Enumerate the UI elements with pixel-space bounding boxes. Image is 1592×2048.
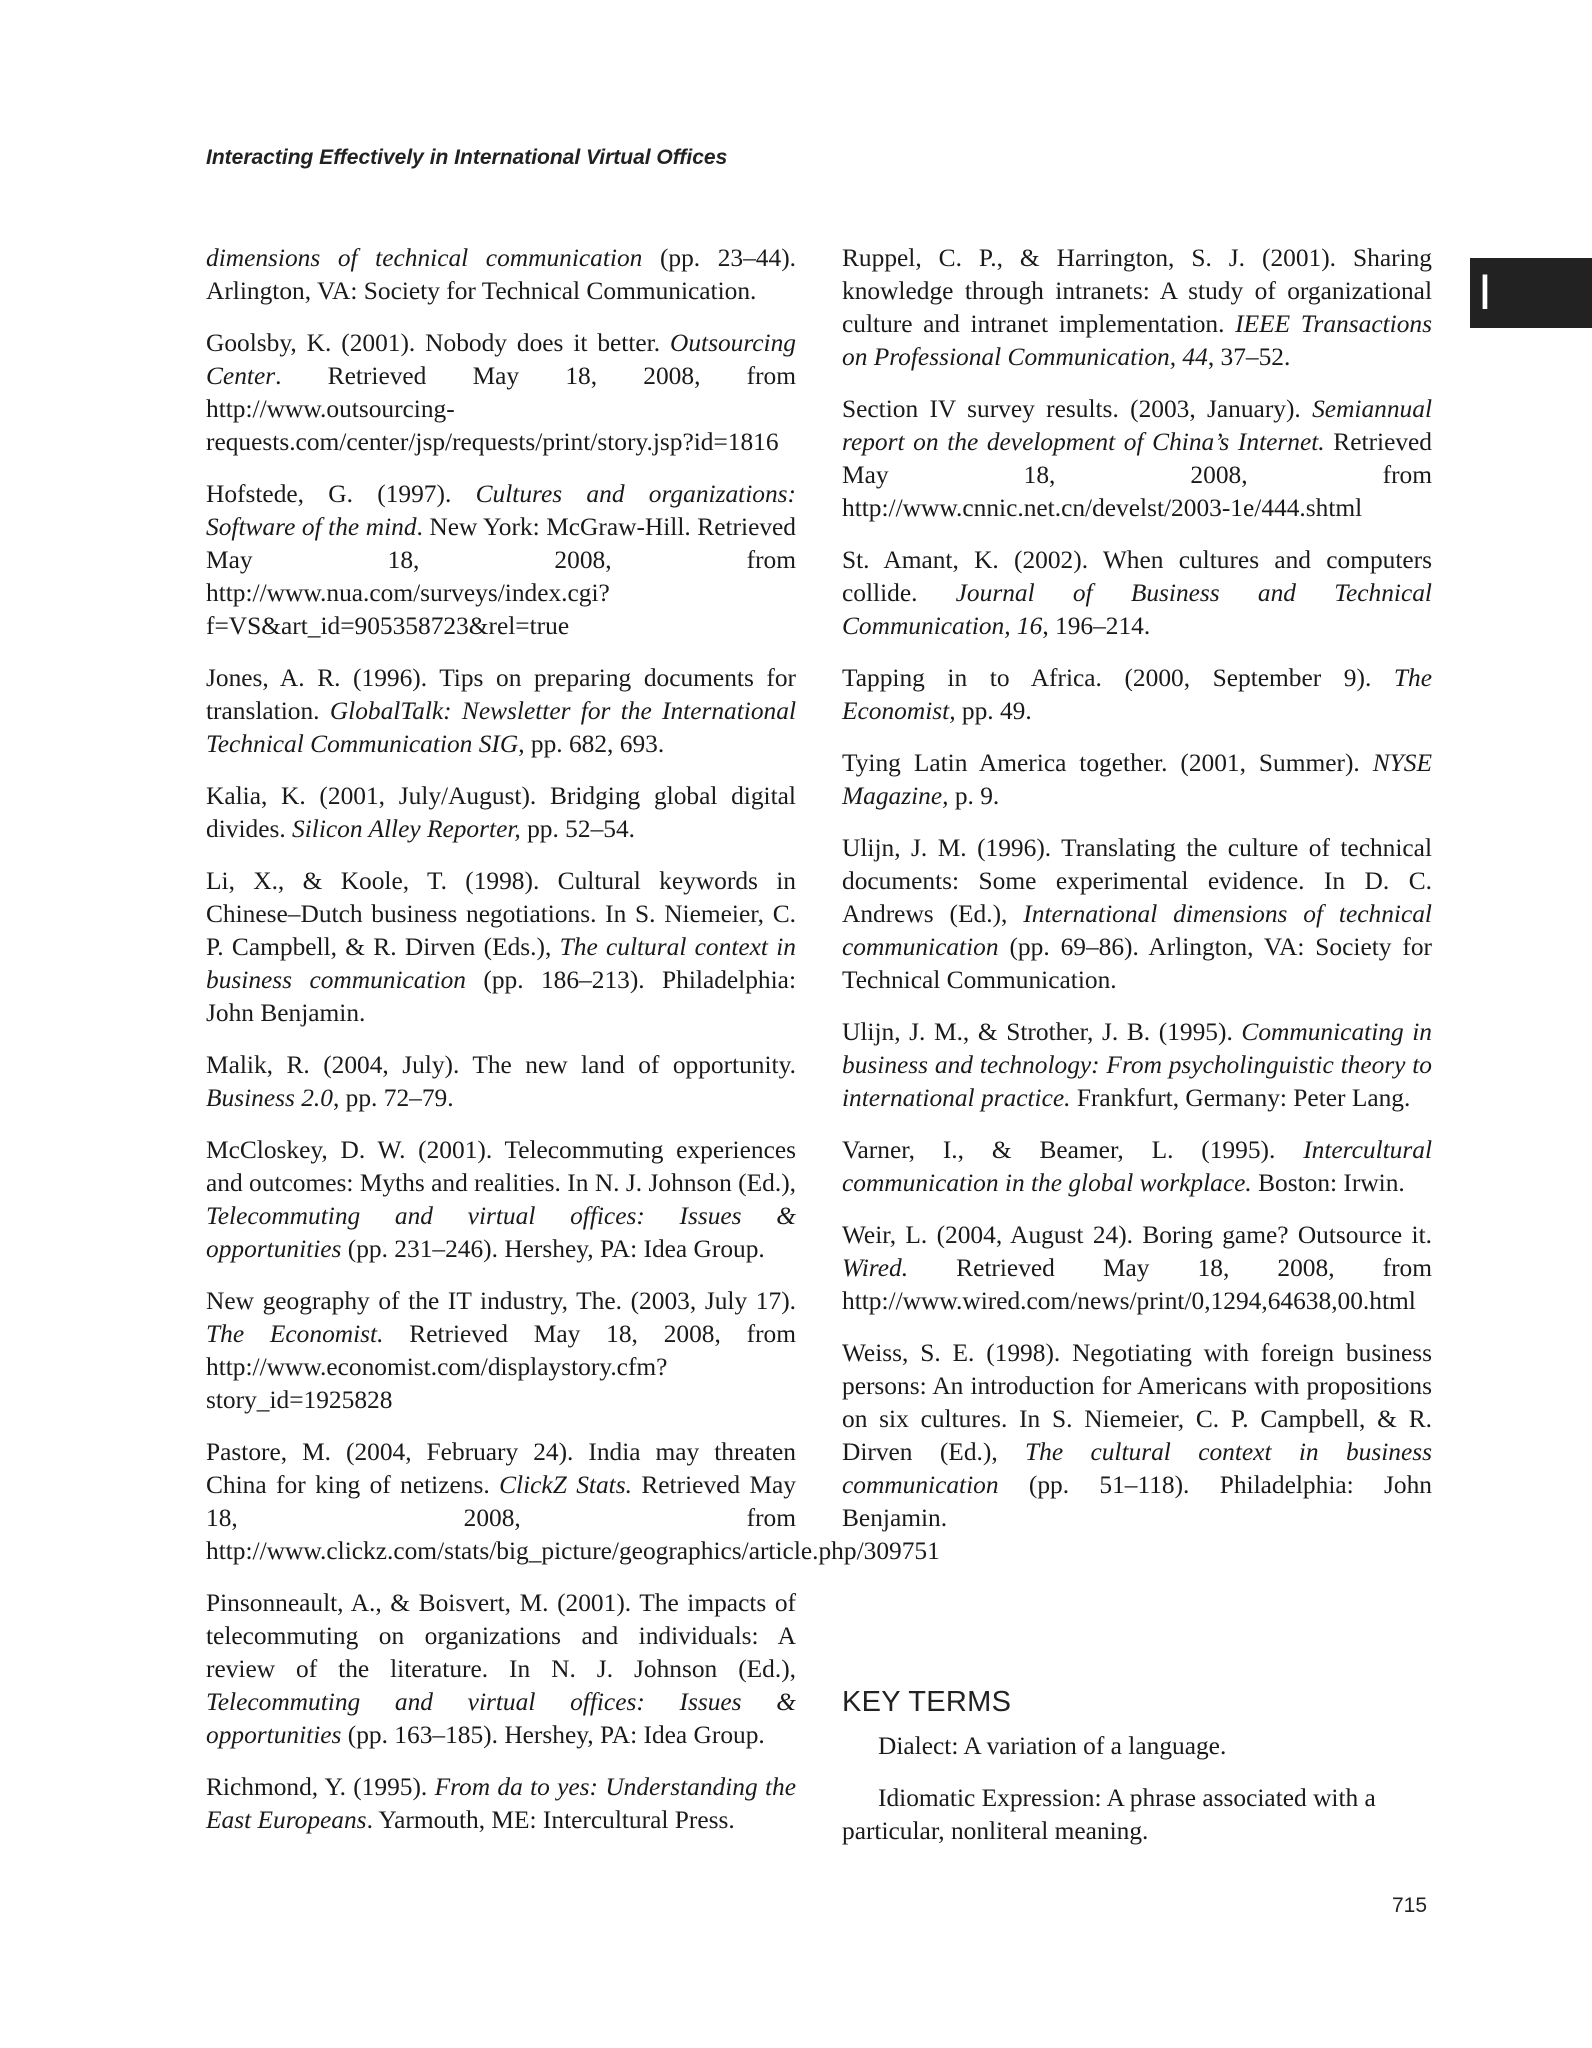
reference-entry: [842, 393, 1432, 525]
reference-text: Ulijn, J. M., & Strother, J. B. (1995).: [842, 1018, 1242, 1046]
reference-text: Retrieved May 18, 2008, from http://www.cnnic.net.cn/develst/2003-1e/444.shtml: [842, 428, 1433, 522]
reference-title: Intercultural communication in the global workplace.: [842, 1136, 1432, 1197]
reference-text: . Retrieved May 18, 2008, from http://www.outsourcing-requests.com/center/jsp/requests/print/story.jsp?id=1816: [206, 362, 796, 456]
section-tab-letter: I: [1478, 264, 1492, 320]
reference-text: , 196–214.: [1042, 612, 1151, 640]
page-number: 715: [1392, 1894, 1428, 1917]
reference-title: IEEE Transactions on Professional Communication, 44: [842, 310, 1432, 371]
key-terms-heading: KEY TERMS: [842, 1686, 1012, 1719]
reference-title: Wired.: [842, 1254, 909, 1282]
reference-title: Outsourcing Center: [206, 329, 796, 390]
reference-entry: [206, 1771, 796, 1837]
reference-entry: [206, 1587, 796, 1752]
reference-entry: [206, 242, 796, 308]
reference-text: (pp. 163–185). Hershey, PA: Idea Group.: [341, 1721, 765, 1749]
reference-title: ClickZ Stats.: [499, 1471, 632, 1499]
reference-text: (pp. 23–44). Arlington, VA: Society for Technical Communication.: [206, 244, 796, 305]
reference-title: From da to yes: Understanding the East Europeans: [206, 1773, 796, 1834]
reference-title: The cultural context in business communication: [206, 933, 796, 994]
reference-title: NYSE Magazine,: [842, 749, 1432, 810]
key-term-definition: : A variation of a language.: [951, 1732, 1227, 1760]
key-term-entry: [842, 1782, 1436, 1848]
reference-title: Journal of Business and Technical Communication, 16: [842, 579, 1432, 640]
reference-title: dimensions of technical communication: [206, 244, 643, 272]
reference-text: (pp. 51–118). Philadelphia: John Benjamin.: [842, 1471, 1432, 1532]
reference-entry: [842, 1016, 1432, 1115]
reference-text: Malik, R. (2004, July). The new land of opportunity.: [206, 1051, 796, 1079]
key-terms-list: [842, 1730, 1436, 1867]
reference-text: Section IV survey results. (2003, January).: [842, 395, 1313, 423]
key-term-definition: : A phrase associated with a particular, nonliteral meaning.: [842, 1784, 1376, 1845]
reference-entry: [206, 478, 796, 643]
reference-text: Pinsonneault, A., & Boisvert, M. (2001). The impacts of telecommuting on organizations and individuals: A review of the literature. In N. J. Johnson (Ed.),: [206, 1589, 796, 1683]
reference-text: . New York: McGraw-Hill. Retrieved May 18, 2008, from http://www.nua.com/surveys/index.cgi?f=VS&art_id=905358723&rel=true: [206, 513, 796, 640]
reference-entry: [842, 832, 1432, 997]
reference-entry: [842, 1134, 1432, 1200]
section-thumb-tab: [1470, 258, 1592, 328]
reference-title: Communicating in business and technology: From psycholinguistic theory to international practice.: [842, 1018, 1433, 1112]
reference-text: , 37–52.: [1207, 343, 1291, 371]
reference-title: Business 2.0: [206, 1084, 333, 1112]
reference-text: Weir, L. (2004, August 24). Boring game? Outsource it.: [842, 1221, 1432, 1249]
reference-text: pp. 49.: [955, 697, 1032, 725]
reference-text: (pp. 186–213). Philadelphia: John Benjamin.: [206, 966, 797, 1027]
reference-entry: [842, 1337, 1432, 1535]
reference-title: International dimensions of technical communication: [842, 900, 1432, 961]
reference-text: pp. 52–54.: [520, 815, 636, 843]
reference-entry: [206, 1436, 940, 1568]
reference-text: Richmond, Y. (1995).: [206, 1773, 435, 1801]
reference-entry: [842, 242, 1432, 374]
reference-entry: [206, 1134, 796, 1266]
reference-entry: [206, 327, 796, 459]
reference-text: Kalia, K. (2001, July/August). Bridging global digital divides.: [206, 782, 796, 843]
reference-title: GlobalTalk: Newsletter for the International Technical Communication SIG: [206, 697, 796, 758]
reference-entry: [206, 865, 796, 1030]
reference-text: St. Amant, K. (2002). When cultures and computers collide.: [842, 546, 1432, 607]
reference-text: New geography of the IT industry, The. (2003, July 17).: [206, 1287, 796, 1315]
reference-text: Boston: Irwin.: [1251, 1169, 1405, 1197]
reference-text: Tapping in to Africa. (2000, September 9).: [842, 664, 1394, 692]
reference-text: Goolsby, K. (2001). Nobody does it better.: [206, 329, 670, 357]
reference-text: McCloskey, D. W. (2001). Telecommuting experiences and outcomes: Myths and realities. In N. J. Johnson (Ed.),: [206, 1136, 796, 1197]
reference-title: The Economist.: [206, 1320, 384, 1348]
reference-text: Jones, A. R. (1996). Tips on preparing documents for translation.: [206, 664, 796, 725]
key-term-name: Idiomatic Expression: [878, 1784, 1095, 1812]
reference-text: p. 9.: [948, 782, 1000, 810]
reference-text: Ruppel, C. P., & Harrington, S. J. (2001). Sharing knowledge through intranets: A study of organizational culture and intranet implementation.: [842, 244, 1432, 338]
reference-text: , pp. 682, 693.: [518, 730, 665, 758]
reference-entry: [842, 662, 1432, 728]
reference-title: Telecommuting and virtual offices: Issues & opportunities: [206, 1688, 796, 1749]
reference-entry: [206, 780, 796, 846]
reference-text: Retrieved May 18, 2008, from http://www.economist.com/displaystory.cfm?story_id=1925828: [206, 1320, 796, 1414]
reference-text: Retrieved May 18, 2008, from http://www.clickz.com/stats/big_picture/geographics/article.php/309751: [206, 1471, 940, 1565]
reference-text: (pp. 69–86). Arlington, VA: Society for Technical Communication.: [842, 933, 1432, 994]
reference-text: Pastore, M. (2004, February 24). India may threaten China for king of netizens.: [206, 1438, 796, 1499]
reference-text: Ulijn, J. M. (1996). Translating the culture of technical documents: Some experimental evidence. In D. C. Andrews (Ed.),: [842, 834, 1432, 928]
key-term-entry: [842, 1730, 1436, 1763]
reference-entry: [842, 747, 1432, 813]
reference-entry: [842, 544, 1432, 643]
reference-text: . Yarmouth, ME: Intercultural Press.: [366, 1806, 735, 1834]
reference-text: Tying Latin America together. (2001, Summer).: [842, 749, 1373, 777]
reference-text: (pp. 231–246). Hershey, PA: Idea Group.: [341, 1235, 765, 1263]
reference-text: Hofstede, G. (1997).: [206, 480, 476, 508]
reference-text: Varner, I., & Beamer, L. (1995).: [842, 1136, 1304, 1164]
reference-text: Weiss, S. E. (1998). Negotiating with foreign business persons: An introduction for Americans with propositions on six cultures. In S. Niemeier, C. P. Campbell, & R. Dirven (Ed.),: [842, 1339, 1432, 1466]
reference-entry: [206, 1049, 796, 1115]
reference-entry: [206, 1285, 796, 1417]
reference-title: The Economist,: [842, 664, 1432, 725]
reference-text: Li, X., & Koole, T. (1998). Cultural keywords in Chinese–Dutch business negotiations. In S. Niemeier, C. P. Campbell, & R. Dirven (Eds.),: [206, 867, 796, 961]
references-right-column: [842, 242, 1432, 1554]
reference-text: Retrieved May 18, 2008, from http://www.wired.com/news/print/0,1294,64638,00.html: [842, 1254, 1432, 1315]
reference-text: Frankfurt, Germany: Peter Lang.: [1070, 1084, 1411, 1112]
reference-entry: [206, 662, 796, 761]
reference-title: Silicon Alley Reporter,: [292, 815, 521, 843]
running-head: Interacting Effectively in International Virtual Offices: [206, 146, 728, 169]
key-term-name: Dialect: [878, 1732, 952, 1760]
reference-title: Semiannual report on the development of China’s Internet.: [842, 395, 1432, 456]
reference-title: Cultures and organizations: Software of the mind: [206, 480, 796, 541]
reference-title: The cultural context in business communication: [842, 1438, 1432, 1499]
reference-entry: [842, 1219, 1432, 1318]
reference-title: Telecommuting and virtual offices: Issues & opportunities: [206, 1202, 796, 1263]
reference-text: , pp. 72–79.: [332, 1084, 454, 1112]
